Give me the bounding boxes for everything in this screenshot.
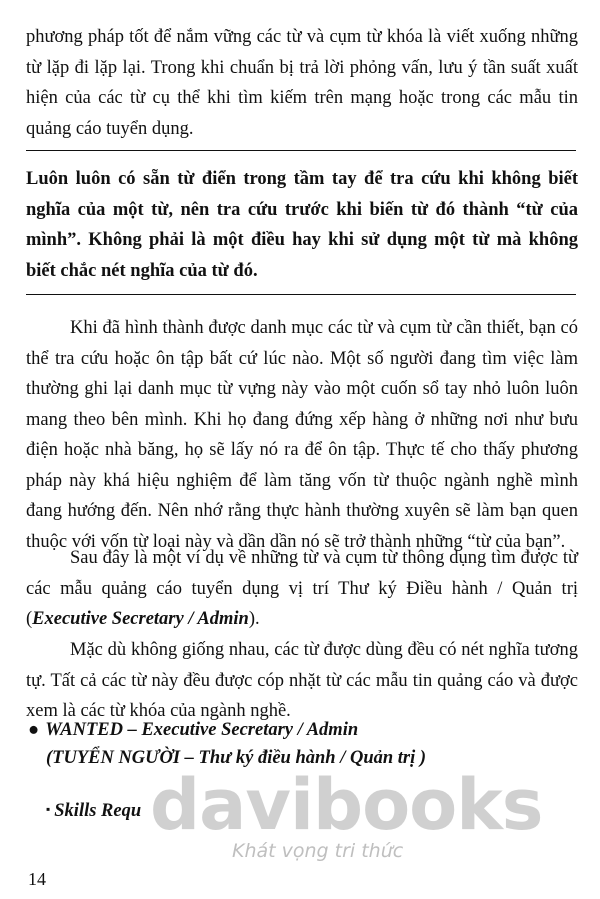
note-top-rule	[26, 150, 576, 151]
note-bottom-rule	[26, 294, 576, 295]
boxed-note: Luôn luôn có sẵn từ điển trong tầm tay để tra cứu khi không biết nghĩa của một từ, nên tra cứu trước khi biến từ đó thành “từ của mình”. Không phải là một điều hay khi sử dụng một từ mà không biết chắc nét nghĩa của từ đó.	[26, 169, 578, 281]
watermark-slogan: Khát vọng tri thức	[232, 840, 404, 862]
watermark-brand: davibooks	[150, 764, 543, 846]
paragraph-vocabulary-list: Khi đã hình thành được danh mục các từ và cụm từ cần thiết, bạn có thể tra cứu hoặc ôn tập bất cứ lúc nào. Một số người đang tìm việc làm thường ghi lại danh mục từ vựng này vào một cuốn sổ tay nhỏ luôn luôn mang theo bên mình. Khi họ đang đứng xếp hàng ở những nơi như bưu điện hoặc nhà băng, họ sẽ lấy nó ra để ôn tập. Thực tế cho thấy phương pháp này khá hiệu nghiệm để làm tăng vốn từ thuộc ngành nghề mình đang hướng đến. Nên nhớ rằng thực hành thường xuyên sẽ làm bạn quen thuộc với vốn từ loại này và dần dần nó sẽ trở thành những “từ của bạn”.	[26, 318, 578, 552]
paragraph-example-close: ).	[248, 609, 260, 629]
intro-paragraph: phương pháp tốt để nắm vững các từ và cụm từ khóa là viết xuống những từ lặp đi lặp lại. Trong khi chuẩn bị trả lời phỏng vấn, lưu ý tần suất xuất hiện của các từ cụ thể khi tìm kiếm trên mạng hoặc trong các mẫu tin quảng cáo tuyển dụng.	[26, 27, 578, 139]
skills-heading: Skills Requ	[54, 801, 142, 821]
wanted-translation: (TUYỂN NGƯỜI – Thư ký điều hành / Quản trị )	[46, 748, 427, 768]
paragraph-example-intro	[26, 543, 578, 635]
wanted-heading: WANTED – Executive Secretary / Admin	[45, 720, 359, 740]
bullet-icon: ●	[28, 720, 40, 740]
paragraph-keywords: Mặc dù không giống nhau, các từ được dùng đều có nét nghĩa tương tự. Tất cả các từ này đều được cóp nhặt từ các mẫu tin quảng cáo và được xem là các từ khóa của ngành nghề.	[26, 640, 578, 721]
paragraph-example-text: Sau đây là một ví dụ về những từ và cụm từ thông dụng tìm được từ các mẫu quảng cáo tuyển dụng vị trí Thư ký Điều hành / Quản trị (	[26, 548, 578, 629]
job-title-emphasis: Executive Secretary / Admin	[32, 609, 249, 629]
list-item-skills	[46, 795, 141, 825]
square-bullet-icon: ▪	[46, 802, 51, 816]
list-item-wanted	[28, 716, 358, 744]
page-number: 14	[28, 869, 46, 889]
